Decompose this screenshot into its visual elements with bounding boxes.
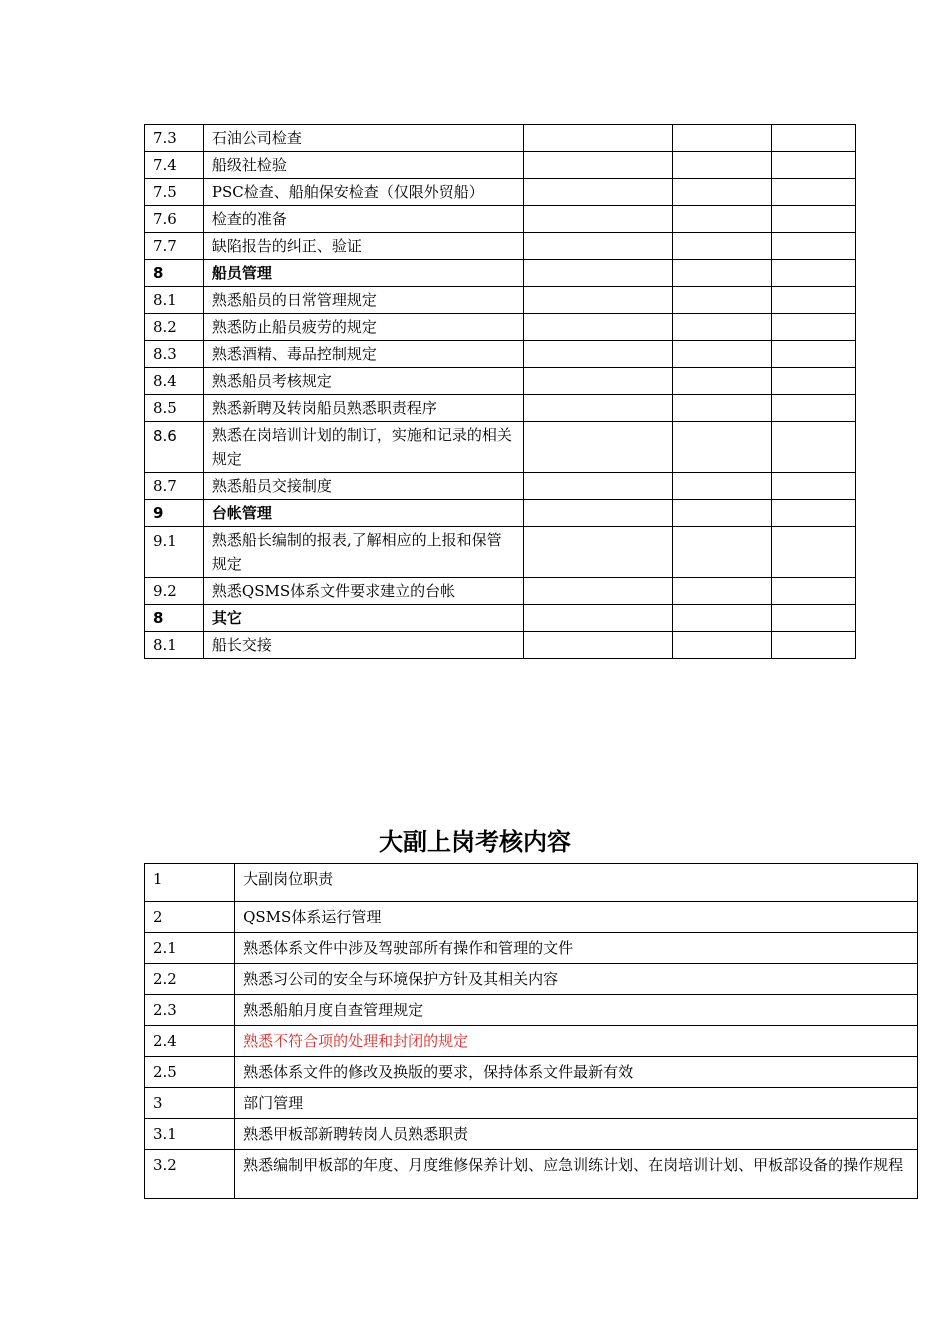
blank-cell: [523, 578, 672, 605]
blank-cell: [672, 473, 772, 500]
item-number: 3.2: [145, 1150, 235, 1199]
checklist-table-1: [144, 124, 856, 659]
table-row: [145, 527, 856, 578]
blank-cell: [523, 500, 672, 527]
item-text: PSC检查、船舶保安检查（仅限外贸船）: [203, 179, 523, 206]
table-row: [145, 902, 918, 933]
item-text: 熟悉习公司的安全与环境保护方针及其相关内容: [235, 964, 918, 995]
blank-cell: [523, 287, 672, 314]
blank-cell: [672, 206, 772, 233]
section-number: 9: [145, 500, 204, 527]
blank-cell: [772, 368, 856, 395]
item-text: 熟悉在岗培训计划的制订，实施和记录的相关规定: [203, 422, 523, 473]
blank-cell: [523, 473, 672, 500]
item-text: 熟悉船员交接制度: [203, 473, 523, 500]
table-row: [145, 632, 856, 659]
blank-cell: [772, 260, 856, 287]
section-title: 船员管理: [203, 260, 523, 287]
table-row: [145, 152, 856, 179]
blank-cell: [523, 632, 672, 659]
item-number: 2.3: [145, 995, 235, 1026]
blank-cell: [772, 473, 856, 500]
blank-cell: [523, 368, 672, 395]
item-text: 熟悉体系文件中涉及驾驶部所有操作和管理的文件: [235, 933, 918, 964]
blank-cell: [672, 395, 772, 422]
blank-cell: [772, 632, 856, 659]
blank-cell: [523, 314, 672, 341]
blank-cell: [672, 125, 772, 152]
blank-cell: [772, 395, 856, 422]
table-row: [145, 179, 856, 206]
blank-cell: [772, 578, 856, 605]
table-row: [145, 422, 856, 473]
item-number: 8.7: [145, 473, 204, 500]
item-number: 8.6: [145, 422, 204, 473]
item-text: 检查的准备: [203, 206, 523, 233]
item-number: 7.4: [145, 152, 204, 179]
blank-cell: [672, 422, 772, 473]
item-number: 8.4: [145, 368, 204, 395]
table-row: [145, 473, 856, 500]
item-number: 2.4: [145, 1026, 235, 1057]
blank-cell: [523, 605, 672, 632]
item-text: 熟悉新聘及转岗船员熟悉职责程序: [203, 395, 523, 422]
blank-cell: [672, 233, 772, 260]
item-number: 7.7: [145, 233, 204, 260]
table-row: [145, 995, 918, 1026]
section-heading: 大副上岗考核内容: [379, 828, 571, 856]
table-row: [145, 1057, 918, 1088]
item-text: 缺陷报告的纠正、验证: [203, 233, 523, 260]
blank-cell: [672, 179, 772, 206]
item-text: 熟悉船舶月度自查管理规定: [235, 995, 918, 1026]
checklist-table-2: [144, 863, 918, 1199]
item-text: 熟悉船员考核规定: [203, 368, 523, 395]
blank-cell: [672, 578, 772, 605]
item-text: 熟悉体系文件的修改及换版的要求，保持体系文件最新有效: [235, 1057, 918, 1088]
table-row: [145, 1026, 918, 1057]
blank-cell: [772, 233, 856, 260]
item-text: QSMS体系运行管理: [235, 902, 918, 933]
blank-cell: [672, 368, 772, 395]
blank-cell: [523, 233, 672, 260]
item-number: 9.2: [145, 578, 204, 605]
table-row: [145, 125, 856, 152]
blank-cell: [672, 341, 772, 368]
blank-cell: [672, 152, 772, 179]
table-row: [145, 368, 856, 395]
item-text: 熟悉甲板部新聘转岗人员熟悉职责: [235, 1119, 918, 1150]
blank-cell: [672, 314, 772, 341]
blank-cell: [672, 632, 772, 659]
item-text-highlighted: 熟悉不符合项的处理和封闭的规定: [235, 1026, 918, 1057]
blank-cell: [772, 422, 856, 473]
section-row: [145, 260, 856, 287]
item-text: 熟悉QSMS体系文件要求建立的台帐: [203, 578, 523, 605]
table-row: [145, 314, 856, 341]
item-number: 8.2: [145, 314, 204, 341]
item-text: 熟悉酒精、毒品控制规定: [203, 341, 523, 368]
table-row: [145, 206, 856, 233]
blank-cell: [523, 125, 672, 152]
item-text: 船级社检验: [203, 152, 523, 179]
item-number: 3: [145, 1088, 235, 1119]
item-number: 1: [145, 864, 235, 902]
section-row: [145, 500, 856, 527]
blank-cell: [523, 395, 672, 422]
blank-cell: [772, 500, 856, 527]
item-number: 2.5: [145, 1057, 235, 1088]
table-row: [145, 933, 918, 964]
blank-cell: [772, 341, 856, 368]
blank-cell: [672, 500, 772, 527]
blank-cell: [672, 527, 772, 578]
table-row: [145, 1150, 918, 1199]
item-text: 船长交接: [203, 632, 523, 659]
blank-cell: [523, 206, 672, 233]
item-text: 熟悉船长编制的报表,了解相应的上报和保管规定: [203, 527, 523, 578]
blank-cell: [672, 260, 772, 287]
blank-cell: [523, 179, 672, 206]
item-number: 2.1: [145, 933, 235, 964]
item-text: 熟悉防止船员疲劳的规定: [203, 314, 523, 341]
blank-cell: [772, 314, 856, 341]
item-number: 3.1: [145, 1119, 235, 1150]
table-row: [145, 578, 856, 605]
item-text: 熟悉船员的日常管理规定: [203, 287, 523, 314]
item-number: 7.5: [145, 179, 204, 206]
item-text: 部门管理: [235, 1088, 918, 1119]
section-number: 8: [145, 260, 204, 287]
blank-cell: [772, 179, 856, 206]
blank-cell: [772, 206, 856, 233]
item-number: 8.3: [145, 341, 204, 368]
table-row: [145, 864, 918, 902]
table-row: [145, 287, 856, 314]
item-number: 9.1: [145, 527, 204, 578]
blank-cell: [772, 125, 856, 152]
section-row: [145, 605, 856, 632]
section-title: 其它: [203, 605, 523, 632]
table-row: [145, 395, 856, 422]
blank-cell: [772, 527, 856, 578]
item-number: 7.6: [145, 206, 204, 233]
item-text: 熟悉编制甲板部的年度、月度维修保养计划、应急训练计划、在岗培训计划、甲板部设备的操作规程: [235, 1150, 918, 1199]
table-row: [145, 1088, 918, 1119]
section-number: 8: [145, 605, 204, 632]
blank-cell: [523, 260, 672, 287]
blank-cell: [523, 527, 672, 578]
blank-cell: [523, 152, 672, 179]
table-row: [145, 233, 856, 260]
table-row: [145, 341, 856, 368]
blank-cell: [523, 422, 672, 473]
item-number: 2.2: [145, 964, 235, 995]
item-number: 8.5: [145, 395, 204, 422]
section-title: 台帐管理: [203, 500, 523, 527]
table-row: [145, 1119, 918, 1150]
blank-cell: [672, 605, 772, 632]
item-number: 2: [145, 902, 235, 933]
blank-cell: [672, 287, 772, 314]
item-text: 大副岗位职责: [235, 864, 918, 902]
blank-cell: [772, 152, 856, 179]
table-row: [145, 964, 918, 995]
blank-cell: [772, 605, 856, 632]
blank-cell: [772, 287, 856, 314]
blank-cell: [523, 341, 672, 368]
item-number: 8.1: [145, 287, 204, 314]
item-number: 8.1: [145, 632, 204, 659]
item-number: 7.3: [145, 125, 204, 152]
item-text: 石油公司检查: [203, 125, 523, 152]
